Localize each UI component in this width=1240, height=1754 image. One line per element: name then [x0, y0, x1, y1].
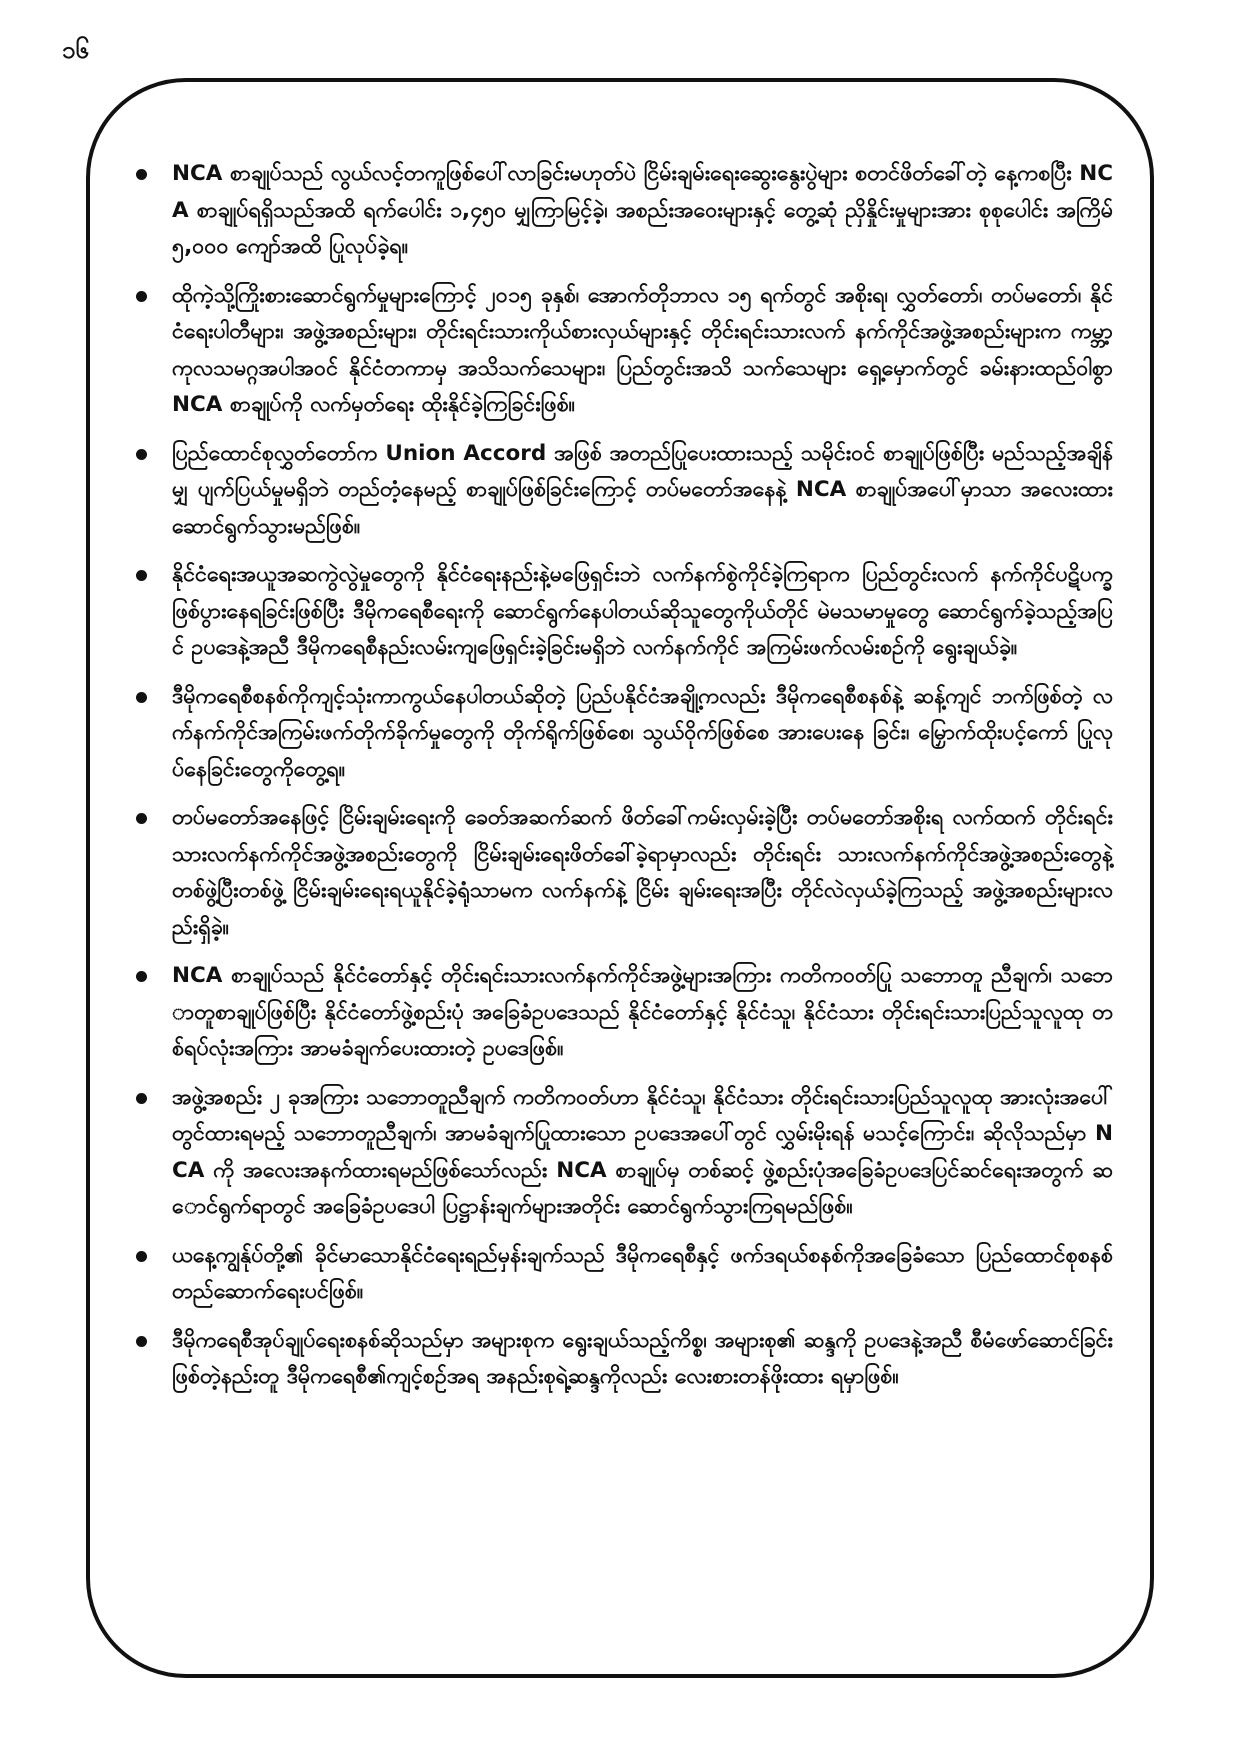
bullet-dot-icon	[136, 1093, 147, 1104]
bullet-item-4	[128, 557, 1113, 667]
bullet-item-9	[128, 1238, 1113, 1311]
bullet-text: အဖွဲ့အစည်း ၂ ခုအကြား သဘောတူညီချက် ကတိကဝတ်ဟာ နိုင်ငံသူ၊ နိုင်ငံသား တိုင်းရင်းသားပြည်သူလူထု အားလုံးအပေါ်တွင်ထားရမည့် သဘောတူညီချက်၊ အာမခံချက်ပြုထားသော ဥပဒေအပေါ်တွင် လွှမ်းမိုးရန် မသင့်ကြောင်း၊ ဆိုလိုသည်မှာ NCA ကို အလေးအနက်ထားရမည်ဖြစ်သော်လည်း NCA စာချုပ်မှ တစ်ဆင့် ဖွဲ့စည်းပုံအခြေခံဥပဒေပြင်ဆင်ရေးအတွက် ဆောင်ရွက်ရာတွင် အခြေခံဥပဒေပါ ပြဋ္ဌာန်းချက်များအတိုင်း ဆောင်ရွက်သွားကြရမည်ဖြစ်။	[172, 1084, 1113, 1219]
bullet-dot-icon	[136, 169, 147, 180]
bullet-dot-icon	[136, 1251, 147, 1262]
bullet-text: ထိုကဲ့သို့ကြိုးစားဆောင်ရွက်မှုများကြောင့် ၂၀၁၅ ခုနှစ်၊ အောက်တိုဘာလ ၁၅ ရက်တွင် အစိုးရ၊ လွှတ်တော်၊ တပ်မတော်၊ နိုင်ငံရေးပါတီများ၊ အဖွဲ့အစည်းများ၊ တိုင်းရင်းသားကိုယ်စားလှယ်များနှင့် တိုင်းရင်းသားလက် နက်ကိုင်အဖွဲ့အစည်းများက ကမ္ဘာ့ကုလသမဂ္ဂအပါအဝင် နိုင်ငံတကာမှ အသိသက်သေများ၊ ပြည်တွင်းအသိ သက်သေများ ရှေ့မှောက်တွင် ခမ်းနားထည်ဝါစွာ NCA စာချုပ်ကို လက်မှတ်ရေး ထိုးနိုင်ခဲ့ကြခြင်းဖြစ်။	[172, 282, 1113, 417]
bullet-item-10	[128, 1323, 1113, 1396]
bullet-text: တပ်မတော်အနေဖြင့် ငြိမ်းချမ်းရေးကို ခေတ်အဆက်ဆက် ဖိတ်ခေါ်ကမ်းလှမ်းခဲ့ပြီး တပ်မတော်အစိုးရ လက်ထက် တိုင်းရင်းသားလက်နက်ကိုင်အဖွဲ့အစည်းတွေကို ငြိမ်းချမ်းရေးဖိတ်ခေါ်ခဲ့ရာမှာလည်း တိုင်းရင်း သားလက်နက်ကိုင်အဖွဲ့အစည်းတွေနဲ့ တစ်ဖွဲ့ပြီးတစ်ဖွဲ့ ငြိမ်းချမ်းရေးရယူနိုင်ခဲ့ရုံသာမက လက်နက်နဲ့ ငြိမ်း ချမ်းရေးအပြီး တိုင်လဲလှယ်ခဲ့ကြသည့် အဖွဲ့အစည်းများလည်းရှိခဲ့။	[172, 805, 1113, 940]
bullet-dot-icon	[136, 570, 147, 581]
bullet-item-7	[128, 958, 1113, 1068]
bullet-dot-icon	[136, 813, 147, 824]
bullet-item-5	[128, 679, 1113, 789]
bullet-item-8	[128, 1080, 1113, 1226]
bullet-list	[128, 156, 1113, 1408]
bullet-text: ဒီမိုကရေစီအုပ်ချုပ်ရေးစနစ်ဆိုသည်မှာ အများစုက ရွေးချယ်သည့်ကိစ္စ၊ အများစု၏ ဆန္ဒကို ဥပဒေနဲ့အညီ စီမံဖော်ဆောင်ခြင်းဖြစ်တဲ့နည်းတူ ဒီမိုကရေစီ၏ကျင့်စဉ်အရ အနည်းစုရဲ့ဆန္ဒကိုလည်း လေးစားတန်ဖိုးထား ရမှာဖြစ်။	[172, 1327, 1113, 1389]
bullet-item-2	[128, 278, 1113, 424]
bullet-dot-icon	[136, 1336, 147, 1347]
bullet-item-3	[128, 436, 1113, 546]
bullet-item-6	[128, 800, 1113, 946]
page-number: ၁၆	[62, 36, 89, 64]
bullet-text: NCA စာချုပ်သည် နိုင်ငံတော်နှင့် တိုင်းရင်းသားလက်နက်ကိုင်အဖွဲ့များအကြား ကတိကဝတ်ပြု သဘောတူ ညီချက်၊ သဘောတူစာချုပ်ဖြစ်ပြီး နိုင်ငံတော်ဖွဲ့စည်းပုံ အခြေခံဥပဒေသည် နိုင်ငံတော်နှင့် နိုင်ငံသူ၊ နိုင်ငံသား တိုင်းရင်းသားပြည်သူလူထု တစ်ရပ်လုံးအကြား အာမခံချက်ပေးထားတဲ့ ဥပဒေဖြစ်။	[172, 963, 1113, 1061]
bullet-dot-icon	[136, 692, 147, 703]
bullet-dot-icon	[136, 291, 147, 302]
bullet-dot-icon	[136, 971, 147, 982]
bullet-dot-icon	[136, 449, 147, 460]
bullet-text: ပြည်ထောင်စုလွှတ်တော်က Union Accord အဖြစ် အတည်ပြုပေးထားသည့် သမိုင်းဝင် စာချုပ်ဖြစ်ပြီး မည်သည့်အချိန်မျှ ပျက်ပြယ်မှုမရှိဘဲ တည်တံ့နေမည့် စာချုပ်ဖြစ်ခြင်းကြောင့် တပ်မတော်အနေနဲ့ NCA စာချုပ်အပေါ်မှာသာ အလေးထားဆောင်ရွက်သွားမည်ဖြစ်။	[172, 440, 1113, 539]
bullet-text: နိုင်ငံရေးအယူအဆကွဲလွဲမှုတွေကို နိုင်ငံရေးနည်းနဲ့မဖြေရှင်းဘဲ လက်နက်စွဲကိုင်ခဲ့ကြရာက ပြည်တွင်းလက် နက်ကိုင်ပဋိပက္ခ ဖြစ်ပွားနေရခြင်းဖြစ်ပြီး ဒီမိုကရေစီရေးကို ဆောင်ရွက်နေပါတယ်ဆိုသူတွေကိုယ်တိုင် မဲမသမာမှုတွေ ဆောင်ရွက်ခဲ့သည့်အပြင် ဥပဒေနဲ့အညီ ဒီမိုကရေစီနည်းလမ်းကျဖြေရှင်းခဲ့ခြင်းမရှိဘဲ လက်နက်ကိုင် အကြမ်းဖက်လမ်းစဉ်ကို ရွေးချယ်ခဲ့။	[172, 562, 1113, 660]
bullet-text: NCA စာချုပ်သည် လွယ်လင့်တကူဖြစ်ပေါ်လာခြင်းမဟုတ်ပဲ ငြိမ်းချမ်းရေးဆွေးနွေးပွဲများ စတင်ဖိတ်ခေါ်တဲ့ နေ့ကစပြီး NCA စာချုပ်ရရှိသည်အထိ ရက်ပေါင်း ၁,၄၅၀ မျှကြာမြင့်ခဲ့၊ အစည်းအဝေးများနှင့် တွေ့ဆုံ ညှိနှိုင်းမှုများအား စုစုပေါင်း အကြိမ် ၅,၀၀၀ ကျော်အထိ ပြုလုပ်ခဲ့ရ။	[172, 161, 1113, 259]
bullet-text: ဒီမိုကရေစီစနစ်ကိုကျင့်သုံးကာကွယ်နေပါတယ်ဆိုတဲ့ ပြည်ပနိုင်ငံအချို့ကလည်း ဒီမိုကရေစီစနစ်နဲ့ ဆန့်ကျင် ဘက်ဖြစ်တဲ့ လက်နက်ကိုင်အကြမ်းဖက်တိုက်ခိုက်မှုတွေကို တိုက်ရိုက်ဖြစ်စေ၊ သွယ်ဝိုက်ဖြစ်စေ အားပေးနေ ခြင်း၊ မြှောက်ထိုးပင့်ကော် ပြုလုပ်နေခြင်းတွေကိုတွေ့ရ။	[172, 683, 1113, 782]
bullet-text: ယနေ့ကျွန်ုပ်တို့၏ ခိုင်မာသောနိုင်ငံရေးရည်မှန်းချက်သည် ဒီမိုကရေစီနှင့် ဖက်ဒရယ်စနစ်ကိုအခြေခံသော ပြည်ထောင်စုစနစ် တည်ဆောက်ရေးပင်ဖြစ်။	[172, 1242, 1113, 1304]
bullet-item-1	[128, 156, 1113, 266]
